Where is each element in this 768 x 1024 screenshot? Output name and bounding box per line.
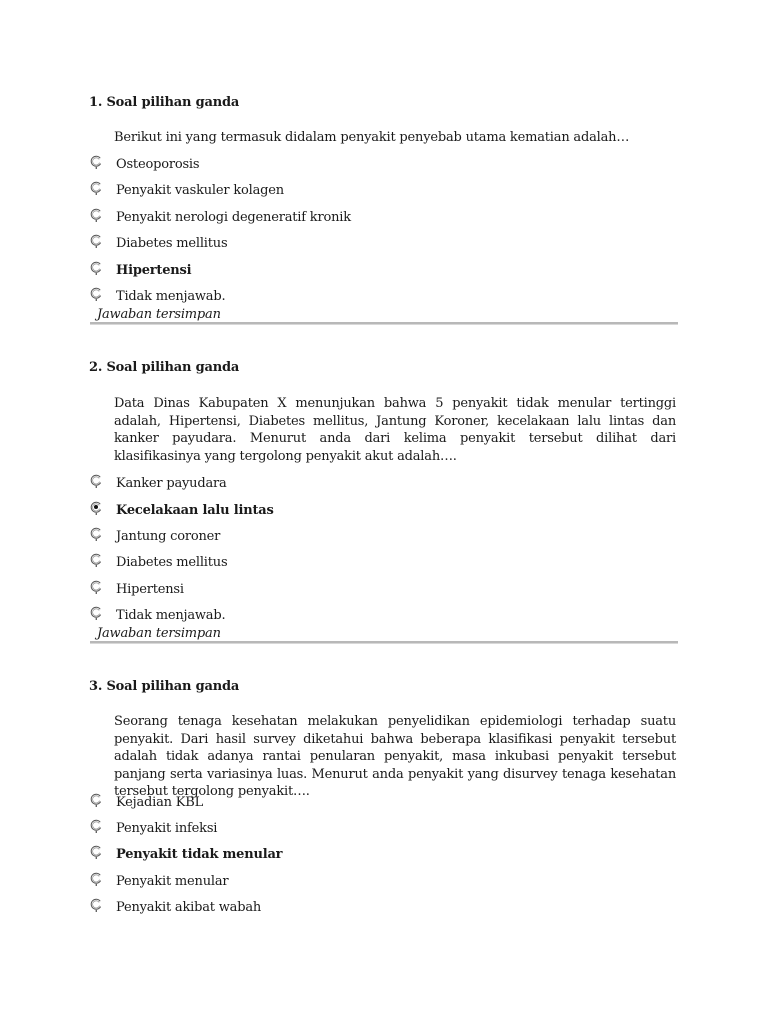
question-1-option-2[interactable] xyxy=(90,183,490,203)
radio-button-icon[interactable] xyxy=(90,898,102,912)
option-label: Penyakit akibat wabah xyxy=(116,900,262,915)
option-label: Penyakit menular xyxy=(116,874,229,889)
question-2-option-3[interactable] xyxy=(90,529,490,549)
question-1-option-3[interactable] xyxy=(90,210,490,230)
radio-button-icon[interactable] xyxy=(90,872,102,886)
question-1-option-1[interactable] xyxy=(90,157,490,177)
radio-button-icon[interactable] xyxy=(90,261,102,275)
question-3-option-3[interactable] xyxy=(90,847,490,867)
question-3-title: 3. Soal pilihan ganda xyxy=(89,679,240,694)
question-3-option-5[interactable] xyxy=(90,900,490,920)
option-label: Hipertensi xyxy=(116,582,184,597)
question-2-option-4[interactable] xyxy=(90,555,490,575)
question-3-option-2[interactable] xyxy=(90,821,490,841)
radio-button-icon[interactable] xyxy=(90,553,102,567)
question-1-text: Berikut ini yang termasuk didalam penyakit penyebab utama kematian adalah… xyxy=(114,130,630,145)
question-3-text: Seorang tenaga kesehatan melakukan penyelidikan epidemiologi terhadap suatu penyakit. Dari hasil survey diketahui bahwa beberapa klasifikasi penyakit tersebut adalah tidak adanya rantai penularan penyakit, masa inkubasi penyakit tersebut panjang serta variasinya luas. Menurut anda penyakit yang disurvey tenaga kesehatan tersebut tergolong penyakit…. xyxy=(114,714,676,799)
radio-button-selected-icon[interactable] xyxy=(90,501,102,515)
option-label: Penyakit vaskuler kolagen xyxy=(116,183,284,198)
question-divider xyxy=(90,641,678,644)
option-label: Kanker payudara xyxy=(116,476,227,491)
question-divider xyxy=(90,322,678,325)
radio-button-icon[interactable] xyxy=(90,606,102,620)
option-label: Tidak menjawab. xyxy=(116,289,226,304)
question-2-option-6[interactable] xyxy=(90,608,490,628)
option-label: Jantung coroner xyxy=(116,529,221,544)
question-2-title: 2. Soal pilihan ganda xyxy=(89,360,240,375)
radio-button-icon[interactable] xyxy=(90,287,102,301)
radio-button-icon[interactable] xyxy=(90,155,102,169)
question-2-option-2[interactable] xyxy=(90,503,490,523)
radio-button-icon[interactable] xyxy=(90,474,102,488)
answer-saved-status: Jawaban tersimpan xyxy=(97,307,221,322)
option-label: Kejadian KBL xyxy=(116,795,204,810)
option-label: Diabetes mellitus xyxy=(116,236,228,251)
radio-button-icon[interactable] xyxy=(90,580,102,594)
radio-button-icon[interactable] xyxy=(90,208,102,222)
option-label: Penyakit tidak menular xyxy=(116,847,283,862)
option-label: Diabetes mellitus xyxy=(116,555,228,570)
radio-button-icon[interactable] xyxy=(90,234,102,248)
question-1-option-6[interactable] xyxy=(90,289,490,309)
radio-button-icon[interactable] xyxy=(90,181,102,195)
answer-saved-status: Jawaban tersimpan xyxy=(97,626,221,641)
option-label: Penyakit infeksi xyxy=(116,821,218,836)
question-1-title: 1. Soal pilihan ganda xyxy=(89,95,240,110)
question-3-option-1[interactable] xyxy=(90,795,490,815)
option-label: Kecelakaan lalu lintas xyxy=(116,503,274,518)
radio-button-icon[interactable] xyxy=(90,527,102,541)
radio-button-icon[interactable] xyxy=(90,845,102,859)
question-1-option-5[interactable] xyxy=(90,263,490,283)
option-label: Tidak menjawab. xyxy=(116,608,226,623)
question-3-option-4[interactable] xyxy=(90,874,490,894)
radio-button-icon[interactable] xyxy=(90,819,102,833)
radio-button-icon[interactable] xyxy=(90,793,102,807)
option-label: Hipertensi xyxy=(116,263,192,278)
option-label: Osteoporosis xyxy=(116,157,200,172)
question-1-option-4[interactable] xyxy=(90,236,490,256)
question-2-option-1[interactable] xyxy=(90,476,490,496)
option-label: Penyakit nerologi degeneratif kronik xyxy=(116,210,351,225)
question-2-text: Data Dinas Kabupaten X menunjukan bahwa 5 penyakit tidak menular tertinggi adalah, Hipertensi, Diabetes mellitus, Jantung Koroner, kecelakaan lalu lintas dan kanker payudara. Menurut anda dari kelima penyakit tersebut dilihat dari klasifikasinya yang tergolong penyakit akut adalah…. xyxy=(114,396,676,464)
question-2-option-5[interactable] xyxy=(90,582,490,602)
